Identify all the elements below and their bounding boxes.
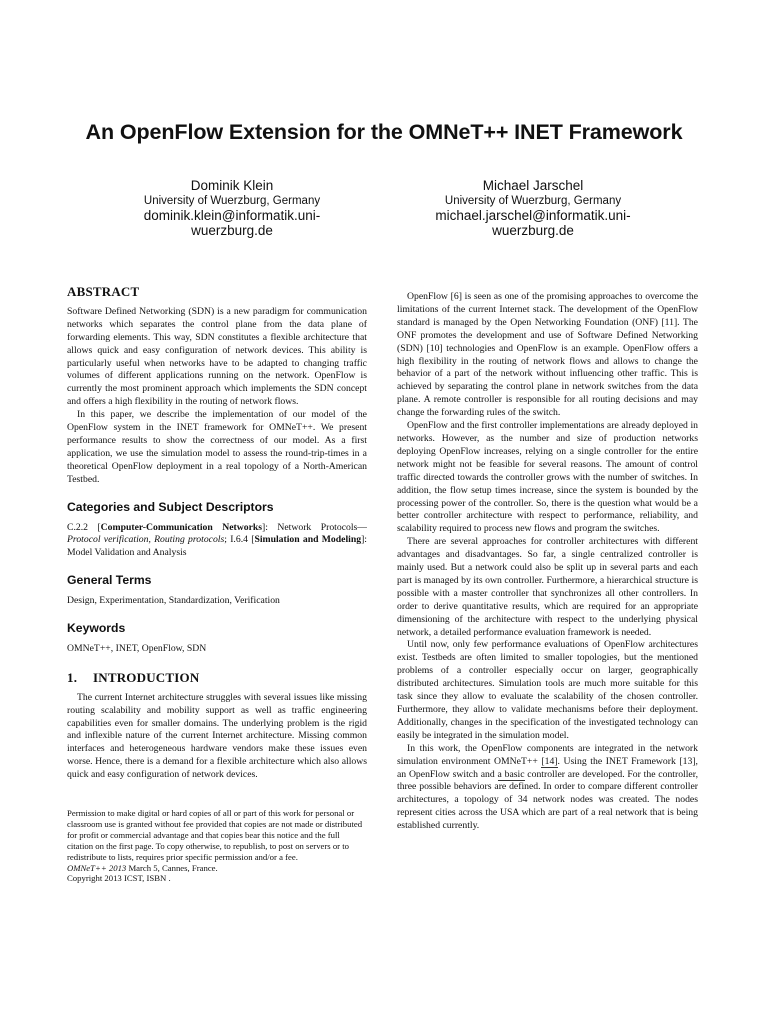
categories-text bbox=[67, 522, 367, 561]
venue-name: OMNeT++ 2013 bbox=[67, 862, 127, 873]
right-paragraph-1: OpenFlow [6] is seen as one of the promising approaches to overcome the limitations of the current Internet stack. The development of the OpenFlow standard is managed by the Open Networking Foundation (ONF) [11]. The ONF promotes the development and use of Software Defined Networking (SDN) [10] technologies and OpenFlow is an example. OpenFlow offers a high flexibility in the routing of network flows and allows to change the behavior of a part of the network without influencing other traffic. This is achieved by separating the control plane in network switches from the data plane. A remote controller is responsible for all routing decisions and may change the forwarding rules of the switch. bbox=[397, 291, 698, 419]
copyright-line: Copyright 2013 ICST, ISBN . bbox=[67, 873, 171, 884]
keywords-heading: Keywords bbox=[67, 621, 126, 636]
venue-line bbox=[67, 863, 367, 874]
section-number: 1. bbox=[67, 669, 78, 685]
abstract-paragraph-2: In this paper, we describe the implementation of our model of the OpenFlow system in the INET framework for OMNeT++. We present performance results to show the correctness of our model. As a first application, we use the simulation model to assess the round-trip-times in a theoretical OpenFlow deployment in a real topology of a North-American Testbed. bbox=[67, 409, 367, 485]
right-paragraph-2: OpenFlow and the first controller implementations are already deployed in networks. However, as the number and size of production networks deploying OpenFlow increases, relying on a single controller for the entire network might not be feasible for several reasons. The amount of control traffic directed towards the controller grows with the number of switches. In addition, the flow setup times increase, since the system is bounded by the processing power of the controller. So, there is the question what would be a better controller architecture with respect to performance, reliability, and scalability required to process new flows and program the switches. bbox=[397, 420, 698, 535]
section-title: INTRODUCTION bbox=[93, 669, 200, 685]
general-terms-text: Design, Experimentation, Standardization, Verification bbox=[67, 595, 280, 607]
author-name: Dominik Klein bbox=[190, 178, 274, 193]
permission-text: Permission to make digital or hard copies of all or part of this work for personal or classroom use is granted without fee provided that copies are not made or distributed for profit or commercial advantage and that copies bear this notice and the full citation on the first page. To copy otherwise, to republish, to post on servers or to redistribute to lists, requires prior specific permission and/or a fee. bbox=[67, 808, 363, 862]
introduction-paragraph-1: The current Internet architecture struggles with several issues like missing routing scalability and mobility support as well as traffic engineering capabilities even for smaller domains. The underlying problem is the rigid and inflexible nature of the current Internet architecture. Missing common interfaces and heterogeneous hardware vendors make these issues even worse. Hence, there is a demand for a flexible architecture which also allows quick and easy configuration of network devices. bbox=[67, 691, 367, 781]
categories-heading: Categories and Subject Descriptors bbox=[67, 499, 274, 514]
category-simulation: Simulation and Modeling bbox=[254, 534, 362, 546]
general-terms-heading: General Terms bbox=[67, 573, 152, 588]
category-protocols: Protocol verification, Routing protocols bbox=[67, 534, 225, 546]
right-column bbox=[397, 291, 698, 833]
left-column bbox=[67, 286, 367, 782]
venue-details: March 5, Cannes, France. bbox=[126, 862, 218, 873]
categories-text-2: ; I.6.4 [ bbox=[224, 534, 255, 546]
author-email-line2: wuerzburg.de bbox=[191, 223, 273, 238]
citation-link[interactable]: [14] bbox=[541, 755, 558, 767]
underlined-phrase: a basic bbox=[497, 768, 525, 780]
introduction-heading bbox=[67, 669, 367, 685]
author-block-jarschel bbox=[388, 177, 678, 238]
keywords-text: OMNeT++, INET, OpenFlow, SDN bbox=[67, 642, 207, 654]
categories-code: C.2.2 [ bbox=[67, 521, 101, 533]
author-email-line1: dominik.klein@informatik.uni- bbox=[143, 208, 321, 223]
p5-text-b: . Using the INET Framework [13], an OpenFlow switch and bbox=[397, 755, 698, 780]
author-affiliation: University of Wuerzburg, Germany bbox=[444, 195, 622, 207]
right-paragraph-3: There are several approaches for controller architectures with different advantages and disadvantages. So far, a single centralized controller is mainly used. But a network could also be split up in several parts and each part is managed by its own controller. Furthermore, a hierarchical structure is possible with a master controller that synchronizes all other controllers. In order to derive quantitative results, which are required for an appropriate dimensioning of the architecture with respect to the underlying physical network, a detailed performance evaluation framework is needed. bbox=[397, 536, 698, 638]
categories-text-1: ]: Network Protocols— bbox=[262, 521, 367, 533]
p5-text-a: In this work, the OpenFlow components are integrated in the network simulation environment OMNeT++ bbox=[397, 742, 698, 767]
author-affiliation: University of Wuerzburg, Germany bbox=[143, 195, 321, 207]
category-ccn: Computer-Communication Networks bbox=[100, 521, 263, 533]
abstract-heading: ABSTRACT bbox=[67, 284, 140, 299]
right-paragraph-5 bbox=[397, 743, 698, 833]
author-email[interactable] bbox=[87, 208, 377, 238]
abstract-paragraph-1: Software Defined Networking (SDN) is a new paradigm for communication networks which separates the control plane from the data plane of forwarding elements. This way, SDN constitutes a flexible architecture that allows quick and easy configuration of network devices. This ability is particularly useful when networks have to be adapted to changing traffic volumes of different applications running on the network. OpenFlow is currently the most prominent approach which implements the SDN concept and offers a high flexibility in the routing of network flows. bbox=[67, 305, 367, 408]
right-paragraph-4: Until now, only few performance evaluations of OpenFlow architectures exist. Testbeds are often limited to smaller topologies, but the mentioned problems of a controller especially occur on larger, geographically distributed architectures. Simulation tools are much more suitable for this task since they allow to evaluate the scalability of the chosen controller. Furthermore, they allow to validate mechanisms before their deployment. Additionally, changes in the specification of the investigated technology can easily be integrated in the simulation model. bbox=[397, 639, 698, 741]
paper-title: An OpenFlow Extension for the OMNeT++ INET Framework bbox=[85, 120, 683, 144]
categories-text-3: ]: Model Validation and Analysis bbox=[67, 534, 367, 559]
author-block-klein bbox=[87, 177, 377, 238]
author-email-line2: wuerzburg.de bbox=[492, 223, 574, 238]
author-name: Michael Jarschel bbox=[482, 178, 584, 193]
p5-text-d: controller are developed. For the controller, three possible behaviors are defined. In order to compare different controller architectures, a topology of 34 network nodes was created. The nodes represent cities across the USA which are part of a real network that is being established currently. bbox=[397, 768, 698, 832]
author-email[interactable] bbox=[388, 208, 678, 238]
author-email-line1: michael.jarschel@informatik.uni- bbox=[435, 208, 631, 223]
permission-block bbox=[67, 808, 367, 884]
